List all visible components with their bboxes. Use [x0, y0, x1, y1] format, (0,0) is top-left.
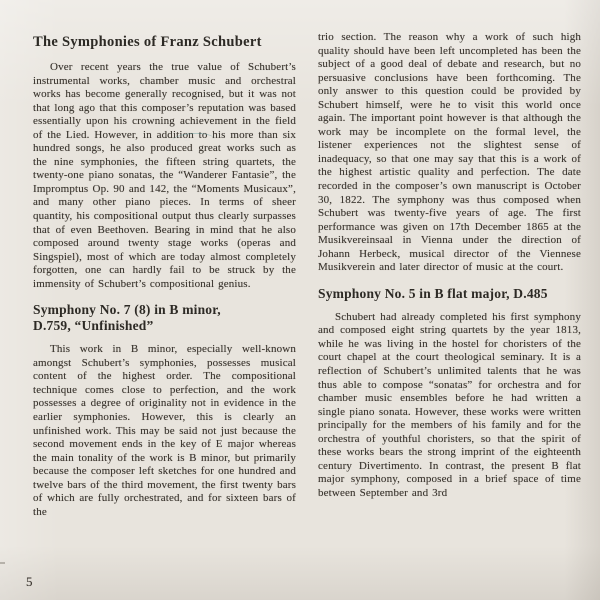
section-heading-symphony-5: Symphony No. 5 in B flat major, D.485	[318, 285, 548, 301]
page-title: The Symphonies of Franz Schubert	[33, 34, 262, 50]
paragraph-symphony-7: This work in B minor, especially well-known amongst Schubert’s symphonies, possesses musical content of the highest order. The compositional technique comes close to perfection, and the work possesses a degree of originality not in evidence in the earlier symphonies. However, this is clearly an unfinished work. This may be said not just because the second movement ends in the key of E major whereas the main tonality of the work is B minor, but primarily because the composer left sketches for one hundred and twelve bars of the third movement, the first twenty bars of which are fully orchestrated, and for sixteen bars of the	[33, 343, 296, 518]
left-column	[33, 34, 296, 519]
paragraph-schubert-overview: Over recent years the true value of Schubert’s instrumental works, chamber music and orchestral works has become generally recognised, but it was not that long ago that this composer’s reputation was based essentially upon his crowning achievement in the field of the Lied. However, in addition to his more than six hundred songs, he also produced great works such as the nine symphonies, the fifteen string quartets, the twenty-one piano sonatas, the “Wanderer Fantasie”, the Impromptus Op. 90 and 142, the “Moments Musicaux”, and many other piano pieces. In terms of sheer quantity, his compositional output thus clearly surpasses that of even Beethoven. Bearing in mind that he also composed around twenty stage works (operas and Singspiel), most of which are today almost completely forgotten, one can hardly fail to be struck by the immensity of Schubert’s compositional genius.	[33, 61, 296, 290]
heading-line-1: Symphony No. 7 (8) in B minor,	[33, 302, 221, 318]
right-column	[318, 31, 581, 501]
scan-edge-mark	[0, 562, 5, 564]
heading-line-2: D.759, “Unfinished”	[33, 318, 154, 334]
paragraph-symphony-5: Schubert had already completed his first symphony and composed eight string quartets by the year 1813, while he was living in the hostel for choristers of the court chapel at the court theological seminary. It is a reflection of Schubert’s unlimited talents that he was thus able to compose “sonatas” for orchestra and for chamber music ensembles before he had written a single piano sonata. However, these works were written principally for the members of his family and for the orchestra of youthful choristers, so that the spirit of these works bears the strong imprint of the eighteenth century Divertimento. In contrast, the present B flat major symphony, composed in a brief space of time between September and 3rd	[318, 310, 581, 499]
page-number: 5	[26, 574, 33, 589]
paragraph-symphony-7-continued: trio section. The reason why a work of such high quality should have been left uncompleted has been the subject of a good deal of debate and research, but no persuasive conclusions have been forthcoming. The only answer to this question could be provided by Schubert himself, were he to visit this world once again. The important point however is that although the work may be incomplete on the formal level, the listener experiences not the slightest sense of inadequacy, so that one may say that this is a work of the highest artistic quality and perfection. The date recorded in the composer’s own manuscript is October 30, 1822. The symphony was thus composed when Schubert was twenty-five years of age. The first performance was given on 17th December 1865 at the Musikvereinsaal in Vienna under the direction of Johann Herbeck, musical director of the Viennese Musikverein and later director of music at the court.	[318, 31, 581, 274]
section-heading-symphony-7	[33, 302, 296, 334]
